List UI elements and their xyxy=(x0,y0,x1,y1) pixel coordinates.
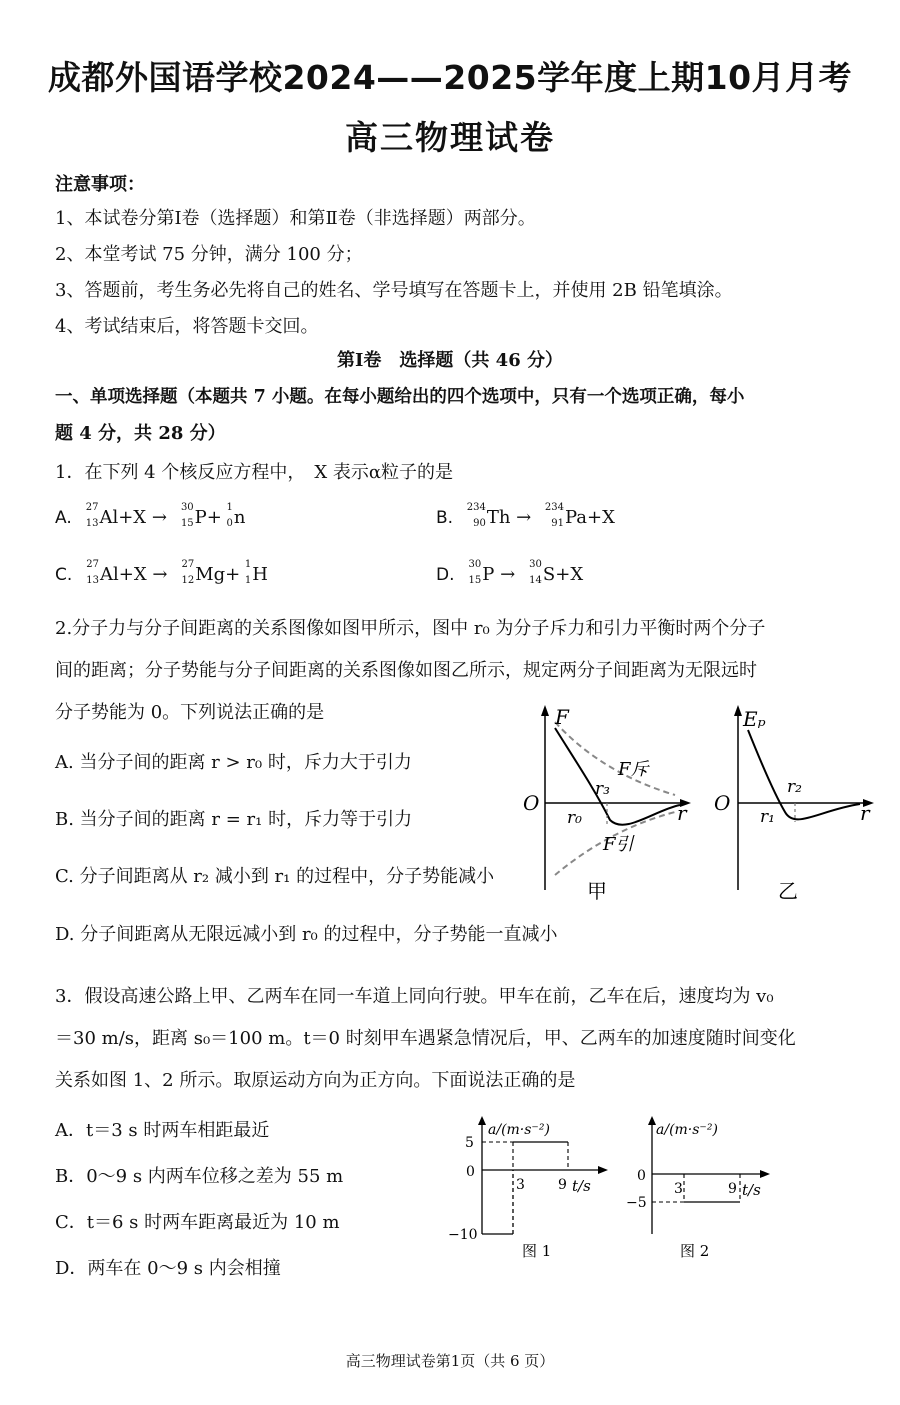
fig1-tick-y-0: 0 xyxy=(466,1164,475,1180)
q2-option-d: D. 分子间距离从无限远减小到 r₀ 的过程中，分子势能一直减小 xyxy=(55,924,558,945)
yi-r2-label: r₂ xyxy=(787,777,802,797)
q1-option-b: B. 234 90 Th → 234 91 Pa+X xyxy=(436,502,615,529)
jia-origin-label: O xyxy=(523,791,540,815)
figure-1-acceleration-graph xyxy=(440,1112,610,1267)
jia-repulsion-label: F斥 xyxy=(618,759,649,780)
note-item-1: 1、本试卷分第Ⅰ卷（选择题）和第Ⅱ卷（非选择题）两部分。 xyxy=(55,208,536,229)
fig1-x-axis-label: t/s xyxy=(572,1177,591,1195)
yi-x-axis-label: r xyxy=(860,801,870,825)
q2-option-a: A. 当分子间的距离 r > r₀ 时，斥力大于引力 xyxy=(55,752,412,773)
part-heading-line2: 题 4 分，共 28 分） xyxy=(55,423,226,444)
jia-caption: 甲 xyxy=(587,879,607,903)
jia-attraction-label: F引 xyxy=(603,834,634,855)
figure-yi-potential-graph xyxy=(710,700,880,905)
jia-r0-label: r₀ xyxy=(567,808,582,828)
q2-stem-line1: 2.分子力与分子间距离的关系图像如图甲所示，图中 r₀ 为分子斥力和引力平衡时两个分子 xyxy=(55,618,766,639)
jia-x-axis-label: r xyxy=(677,801,687,825)
yi-r1-label: r₁ xyxy=(760,807,775,827)
section-title: 第Ⅰ卷 选择题（共 46 分） xyxy=(336,350,563,371)
exam-subtitle: 高三物理试卷 xyxy=(345,118,555,157)
fig2-caption: 图 2 xyxy=(680,1242,710,1260)
yi-y-axis-label: Eₚ xyxy=(743,707,766,731)
q2-option-b: B. 当分子间的距离 r = r₁ 时，斥力等于引力 xyxy=(55,809,413,830)
notes-heading: 注意事项： xyxy=(55,174,145,195)
fig1-caption: 图 1 xyxy=(522,1242,552,1260)
q3-option-d: D．两车在 0～9 s 内会相撞 xyxy=(55,1258,281,1279)
q2-option-c: C. 分子间距离从 r₂ 减小到 r₁ 的过程中，分子势能减小 xyxy=(55,866,495,887)
q1-option-d: D. 30 15 P → 30 14 S+X xyxy=(436,559,584,586)
q2-stem-line2: 间的距离；分子势能与分子间距离的关系图像如图乙所示，规定两分子间距离为无限远时 xyxy=(55,660,757,681)
q3-option-c: C．t＝6 s 时两车距离最近为 10 m xyxy=(55,1212,340,1233)
q3-option-a: A．t＝3 s 时两车相距最近 xyxy=(55,1120,270,1141)
fig1-tick-x-3: 3 xyxy=(516,1177,525,1193)
fig2-tick-y-neg5: −5 xyxy=(626,1195,647,1211)
fig1-tick-y-neg10: −10 xyxy=(448,1227,478,1243)
q3-option-b: B．0～9 s 内两车位移之差为 55 m xyxy=(55,1166,344,1187)
q3-stem-line1: 3．假设高速公路上甲、乙两车在同一车道上同向行驶。甲车在前，乙车在后，速度均为 v₀ xyxy=(55,986,774,1007)
q2-stem-line3: 分子势能为 0。下列说法正确的是 xyxy=(55,702,325,723)
note-item-2: 2、本堂考试 75 分钟，满分 100 分； xyxy=(55,244,363,265)
note-item-4: 4、考试结束后，将答题卡交回。 xyxy=(55,316,319,337)
note-item-3: 3、答题前，考生务必先将自己的姓名、学号填写在答题卡上，并使用 2B 铅笔填涂。 xyxy=(55,280,733,301)
fig2-tick-x-3: 3 xyxy=(674,1181,683,1197)
q1-stem: 1．在下列 4 个核反应方程中， X 表示α粒子的是 xyxy=(55,462,454,483)
part-heading-line1: 一、单项选择题（本题共 7 小题。在每小题给出的四个选项中，只有一个选项正确，每小 xyxy=(55,387,745,407)
exam-title: 成都外国语学校2024——2025学年度上期10月月考 xyxy=(47,58,853,97)
fig2-tick-x-9: 9 xyxy=(728,1181,737,1197)
q1-option-a: A. 27 13 Al+X → 30 15 P+ 1 0 n xyxy=(55,502,246,529)
fig2-tick-y-0: 0 xyxy=(637,1168,646,1184)
q1-option-c: C. 27 13 Al+X → 27 12 Mg+ 1 1 H xyxy=(55,559,268,586)
q3-stem-line3: 关系如图 1、2 所示。取原运动方向为正方向。下面说法正确的是 xyxy=(55,1070,576,1091)
jia-y-axis-label: F xyxy=(555,705,569,729)
fig1-tick-y-5: 5 xyxy=(465,1135,474,1151)
figure-jia-force-graph xyxy=(515,700,695,905)
yi-origin-label: O xyxy=(714,791,731,815)
yi-caption: 乙 xyxy=(778,879,798,903)
q3-stem-line2: ＝30 m/s，距离 s₀＝100 m。t＝0 时刻甲车遇紧急情况后，甲、乙两车的加速度随时间变化 xyxy=(55,1028,796,1049)
fig1-tick-x-9: 9 xyxy=(558,1177,567,1193)
page-footer: 高三物理试卷第1页（共 6 页） xyxy=(345,1352,555,1370)
fig1-y-axis-label: a/(m·s⁻²) xyxy=(488,1122,550,1138)
fig2-y-axis-label: a/(m·s⁻²) xyxy=(656,1122,718,1138)
figure-2-acceleration-graph xyxy=(620,1112,775,1267)
jia-r3-label: r₃ xyxy=(595,779,610,799)
fig2-x-axis-label: t/s xyxy=(742,1181,761,1199)
